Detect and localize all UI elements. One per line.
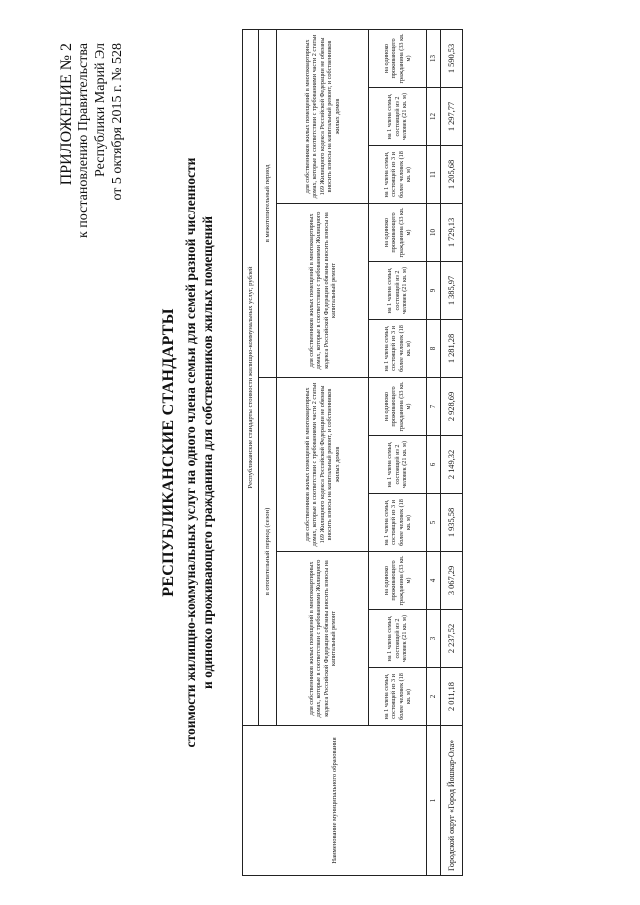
col-number: 8 — [427, 320, 441, 378]
sub-header-c4: на одиноко проживающего гражданина (33 кв. м) — [369, 552, 427, 610]
sub-header-c9: на 1 члена семьи, состоящей из 2 человек (21 кв. м) — [369, 262, 427, 320]
municipality-name: Городской округ «Город Йошкар-Ола» — [441, 726, 463, 876]
appendix-line-2: Республики Марий Эл — [93, 43, 108, 177]
column-number-row — [427, 29, 441, 875]
col-number: 3 — [427, 610, 441, 668]
standards-table — [242, 29, 463, 876]
col-number: 4 — [427, 552, 441, 610]
sub-header-c3: на 1 члена семьи, состоящей из 2 человек (21 кв. м) — [369, 610, 427, 668]
header-nonheating-owners-b: для собственников жилых помещений в многоквартирных домах, которые в соответствии с требованиями части 2 статьи 169 Жилищного кодекса Российской Федерации не обязаны вносить взносы на капитальный ремонт, и собственников жилых домов — [277, 29, 369, 203]
sub-header-c6: на 1 члена семьи, состоящей из 2 человек (21 кв. м) — [369, 436, 427, 494]
sub-header-c10: на одиноко проживающего гражданина (33 кв. м) — [369, 204, 427, 262]
table-row — [441, 29, 463, 875]
value-cell: 1 590,53 — [441, 29, 463, 87]
rotated-landscape-content — [30, 25, 610, 880]
value-cell: 1 385,97 — [441, 262, 463, 320]
col-number: 12 — [427, 88, 441, 146]
value-cell: 2 149,32 — [441, 436, 463, 494]
value-cell: 2 011,18 — [441, 668, 463, 726]
sub-header-c11: на 1 члена семьи, состоящей из 3 и более человек (18 кв. м) — [369, 146, 427, 204]
sub-header-c13: на одиноко проживающего гражданина (33 кв. м) — [369, 29, 427, 87]
sub-header-c5: на 1 члена семьи, состоящей из 3 и более человек (18 кв. м) — [369, 494, 427, 552]
col-number: 5 — [427, 494, 441, 552]
col-number: 6 — [427, 436, 441, 494]
header-standards: Республиканские стандарты стоимости жилищно-коммунальных услуг, рублей — [243, 29, 259, 725]
header-heating-owners-a: для собственников жилых помещений в многоквартирных домах, которые в соответствии с требованиями Жилищного кодекса Российской Федерации обязаны вносить взносы на капитальный ремонт — [277, 552, 369, 726]
col-number: 10 — [427, 204, 441, 262]
appendix-title: ПРИЛОЖЕНИЕ № 2 — [58, 43, 75, 186]
value-cell: 1 935,58 — [441, 494, 463, 552]
document-subtitle — [182, 25, 216, 880]
header-nonheating-period: в межотопительный период — [259, 29, 277, 377]
appendix-line-1: к постановлению Правительства — [76, 43, 91, 239]
document-title: РЕСПУБЛИКАНСКИЕ СТАНДАРТЫ — [160, 308, 177, 597]
sub-header-c7: на одиноко проживающего гражданина (33 кв. м) — [369, 378, 427, 436]
appendix-line-3: от 5 октября 2015 г. № 528 — [110, 43, 125, 201]
header-heating-owners-b: для собственников жилых помещений в многоквартирных домах, которые в соответствии с требованиями части 2 статьи 169 Жилищного кодекса Российской Федерации не обязаны вносить взносы на капитальный ремонт, и собственников жилых домов — [277, 378, 369, 552]
sub-header-c8: на 1 члена семьи, состоящей из 3 и более человек (18 кв. м) — [369, 320, 427, 378]
document-subtitle-line-2: и одиноко проживающего гражданина для собственников жилых помещений — [200, 216, 215, 690]
col-number: 1 — [427, 726, 441, 876]
col-number: 11 — [427, 146, 441, 204]
col-number: 9 — [427, 262, 441, 320]
value-cell: 1 297,77 — [441, 88, 463, 146]
sub-header-c2: на 1 члена семьи, состоящей из 3 и более человек (18 кв. м) — [369, 668, 427, 726]
document-subtitle-line-1: стоимости жилищно-коммунальных услуг на одного члена семьи для семей разной численности — [183, 157, 198, 748]
value-cell: 2 928,69 — [441, 378, 463, 436]
value-cell: 1 729,13 — [441, 204, 463, 262]
header-nonheating-owners-a: для собственников жилых помещений в многоквартирных домах, которые в соответствии с требованиями Жилищного кодекса Российской Федерации обязаны вносить взносы на капитальный ремонт — [277, 204, 369, 378]
header-municipality: Наименование муниципального образования — [243, 726, 427, 876]
value-cell: 1 281,28 — [441, 320, 463, 378]
col-number: 7 — [427, 378, 441, 436]
value-cell: 1 205,68 — [441, 146, 463, 204]
col-number: 2 — [427, 668, 441, 726]
value-cell: 2 237,52 — [441, 610, 463, 668]
appendix-block — [58, 43, 126, 238]
col-number: 13 — [427, 29, 441, 87]
sub-header-c12: на 1 члена семьи, состоящей из 2 человек (21 кв. м) — [369, 88, 427, 146]
header-heating-period: в отопительный период (сезон) — [259, 378, 277, 726]
value-cell: 3 067,29 — [441, 552, 463, 610]
